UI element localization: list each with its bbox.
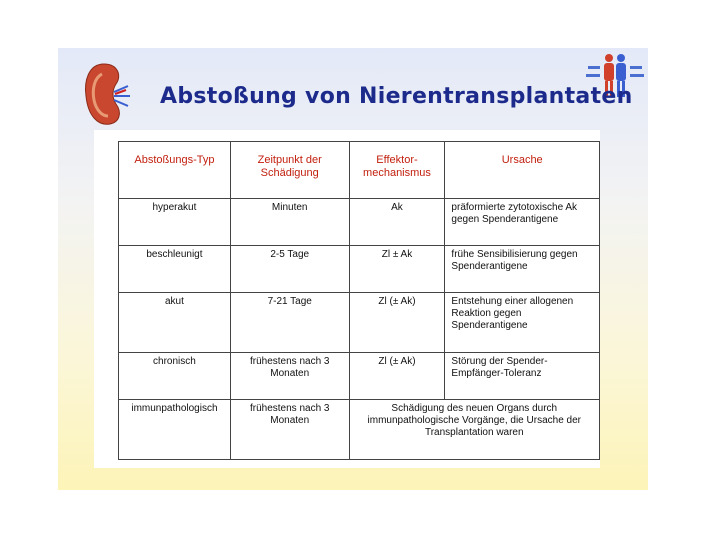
table-row xyxy=(119,353,600,400)
cell-effektor: Ak xyxy=(349,199,445,246)
table-row xyxy=(119,400,600,460)
cell-effektor: Zl (± Ak) xyxy=(349,293,445,353)
cell-ursache: Entstehung einer allogenen Reaktion gegen Spenderantigene xyxy=(445,293,600,353)
slide-title: Abstoßung von Nierentransplantaten xyxy=(160,84,633,109)
cell-type: akut xyxy=(119,293,231,353)
cell-ursache: präformierte zytotoxische Ak gegen Spenderantigene xyxy=(445,199,600,246)
header-zeitpunkt: Zeitpunkt der Schädigung xyxy=(230,142,349,199)
header-effektor: Effektor-mechanismus xyxy=(349,142,445,199)
table-row xyxy=(119,199,600,246)
header-type: Abstoßungs-Typ xyxy=(119,142,231,199)
cell-type: chronisch xyxy=(119,353,231,400)
cell-zeitpunkt: frühestens nach 3 Monaten xyxy=(230,353,349,400)
cell-type: beschleunigt xyxy=(119,246,231,293)
cell-zeitpunkt: 2-5 Tage xyxy=(230,246,349,293)
cell-zeitpunkt: 7-21 Tage xyxy=(230,293,349,353)
cell-ursache: frühe Sensibilisierung gegen Spenderantigene xyxy=(445,246,600,293)
header-ursache: Ursache xyxy=(445,142,600,199)
cell-ursache: Störung der Spender-Empfänger-Toleranz xyxy=(445,353,600,400)
cell-zeitpunkt: Minuten xyxy=(230,199,349,246)
kidney-icon xyxy=(82,60,134,130)
cell-effektor: Zl ± Ak xyxy=(349,246,445,293)
cell-zeitpunkt: frühestens nach 3 Monaten xyxy=(230,400,349,460)
cell-effektor: Zl (± Ak) xyxy=(349,353,445,400)
cell-type: immunpathologisch xyxy=(119,400,231,460)
cell-type: hyperakut xyxy=(119,199,231,246)
table-row xyxy=(119,293,600,353)
rejection-table xyxy=(118,141,600,460)
header-row xyxy=(119,142,600,199)
cell-ursache-merged: Schädigung des neuen Organs durch immunpathologische Vorgänge, die Ursache der Transplantation waren xyxy=(349,400,599,460)
table-row xyxy=(119,246,600,293)
table-panel xyxy=(94,130,600,468)
